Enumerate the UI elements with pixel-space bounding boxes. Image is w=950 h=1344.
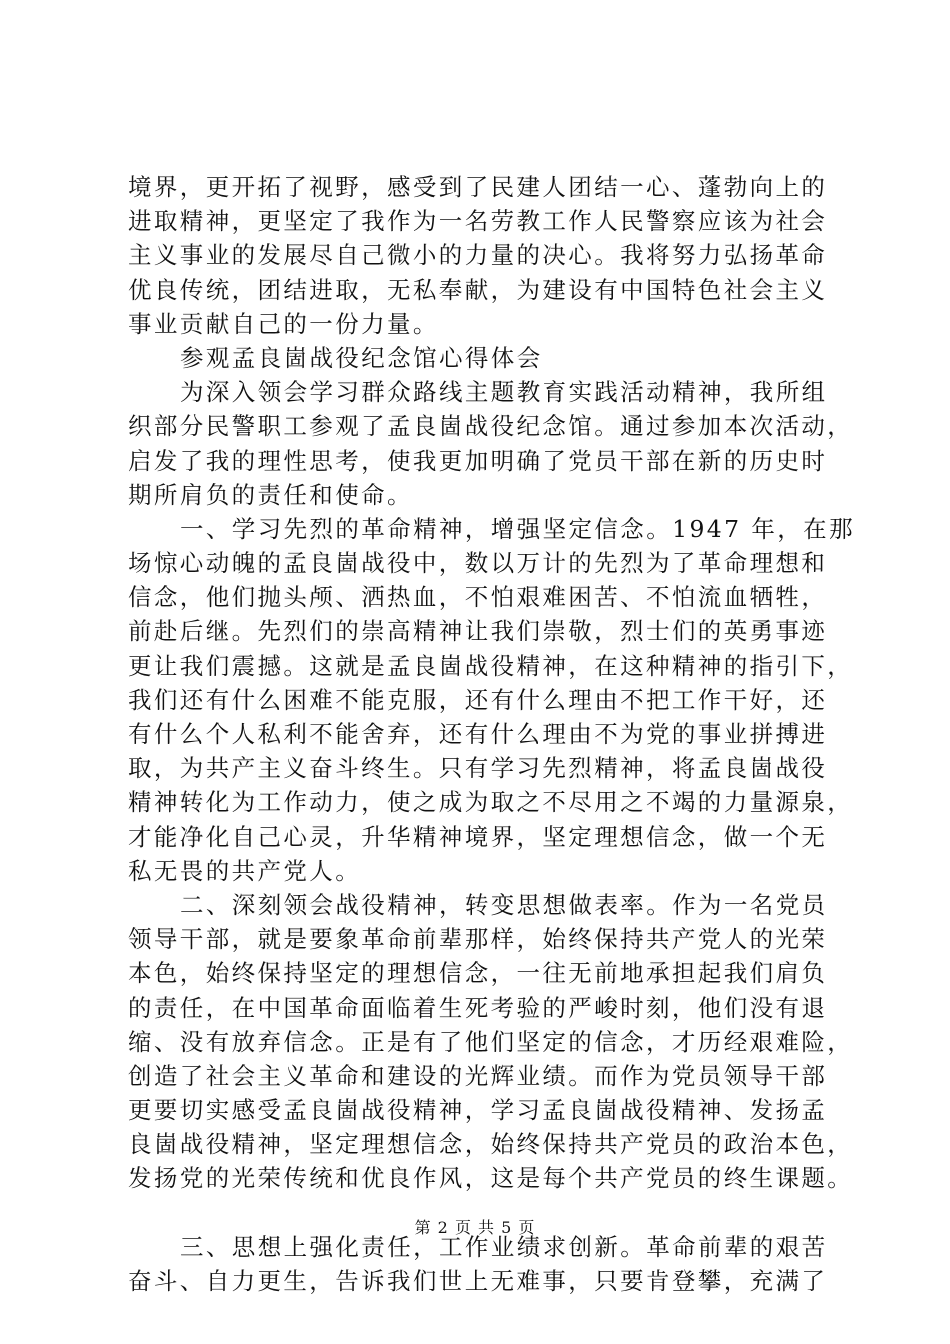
text-line: 为深入领会学习群众路线主题教育实践活动精神，我所组 [180, 378, 828, 407]
text-line: 二、深刻领会战役精神，转变思想做表率。作为一名党员 [180, 890, 828, 919]
text-line: 主义事业的发展尽自己微小的力量的决心。我将努力弘扬革命 [128, 241, 828, 270]
text-line: 进取精神，更坚定了我作为一名劳教工作人民警察应该为社会 [128, 207, 828, 236]
text-line: 前赴后继。先烈们的崇高精神让我们崇敬，烈士们的英勇事迹 [128, 617, 828, 646]
text-line: 一、学习先烈的革命精神，增强坚定信念。1947 年，在那 [180, 514, 855, 543]
text-line: 场惊心动魄的孟良崮战役中，数以万计的先烈为了革命理想和 [128, 549, 828, 578]
text-line: 期所肩负的责任和使命。 [128, 480, 413, 509]
text-line: 才能净化自己心灵，升华精神境界，坚定理想信念，做一个无 [128, 822, 828, 851]
text-line: 事业贡献自己的一份力量。 [128, 309, 439, 338]
body-text [128, 170, 855, 1298]
text-line: 领导干部，就是要象革命前辈那样，始终保持共产党人的光荣 [128, 925, 828, 954]
text-line: 优良传统，团结进取，无私奉献，为建设有中国特色社会主义 [128, 275, 828, 304]
text-line: 境界，更开拓了视野，感受到了民建人团结一心、蓬勃向上的 [128, 173, 828, 201]
page-footer [0, 1215, 950, 1238]
text-line: 发扬党的光荣传统和优良作风，这是每个共产党员的终生课题。 [128, 1164, 854, 1193]
text-line: 织部分民警职工参观了孟良崮战役纪念馆。通过参加本次活动， [128, 412, 854, 441]
text-line: 创造了社会主义革命和建设的光辉业绩。而作为党员领导干部 [128, 1061, 828, 1090]
text-line: 启发了我的理性思考，使我更加明确了党员干部在新的历史时 [128, 446, 828, 475]
text-line: 我们还有什么困难不能克服，还有什么理由不把工作干好，还 [128, 685, 828, 714]
text-line: 私无畏的共产党人。 [128, 856, 362, 885]
text-line: 更让我们震撼。这就是孟良崮战役精神，在这种精神的指引下， [128, 651, 854, 680]
text-line: 缩、没有放弃信念。正是有了他们坚定的信念，才历经艰难险， [128, 1027, 854, 1056]
text-line: 更要切实感受孟良崮战役精神，学习孟良崮战役精神、发扬孟 [128, 1096, 828, 1125]
text-line: 取，为共产主义奋斗终生。只有学习先烈精神，将孟良崮战役 [128, 754, 828, 783]
text-line: 奋斗、自力更生，告诉我们世上无难事，只要肯登攀，充满了 [128, 1267, 828, 1295]
text-line: 的责任，在中国革命面临着生死考验的严峻时刻，他们没有退 [128, 993, 828, 1022]
text-line: 有什么个人私利不能舍弃，还有什么理由不为党的事业拼搏进 [128, 720, 828, 748]
section-title: 参观孟良崮战役纪念馆心得体会 [180, 343, 543, 372]
text-line: 良崮战役精神，坚定理想信念，始终保持共产党员的政治本色， [128, 1130, 854, 1159]
page-number: 第 2 页 共 5 页 [414, 1218, 536, 1237]
text-line: 三、思想上强化责任，工作业绩求创新。革命前辈的艰苦 [180, 1232, 828, 1261]
text-line: 信念，他们抛头颅、洒热血，不怕艰难困苦、不怕流血牺牲， [128, 583, 828, 612]
text-line: 本色，始终保持坚定的理想信念，一往无前地承担起我们肩负 [128, 959, 828, 988]
text-line: 精神转化为工作动力，使之成为取之不尽用之不竭的力量源泉， [128, 788, 854, 817]
